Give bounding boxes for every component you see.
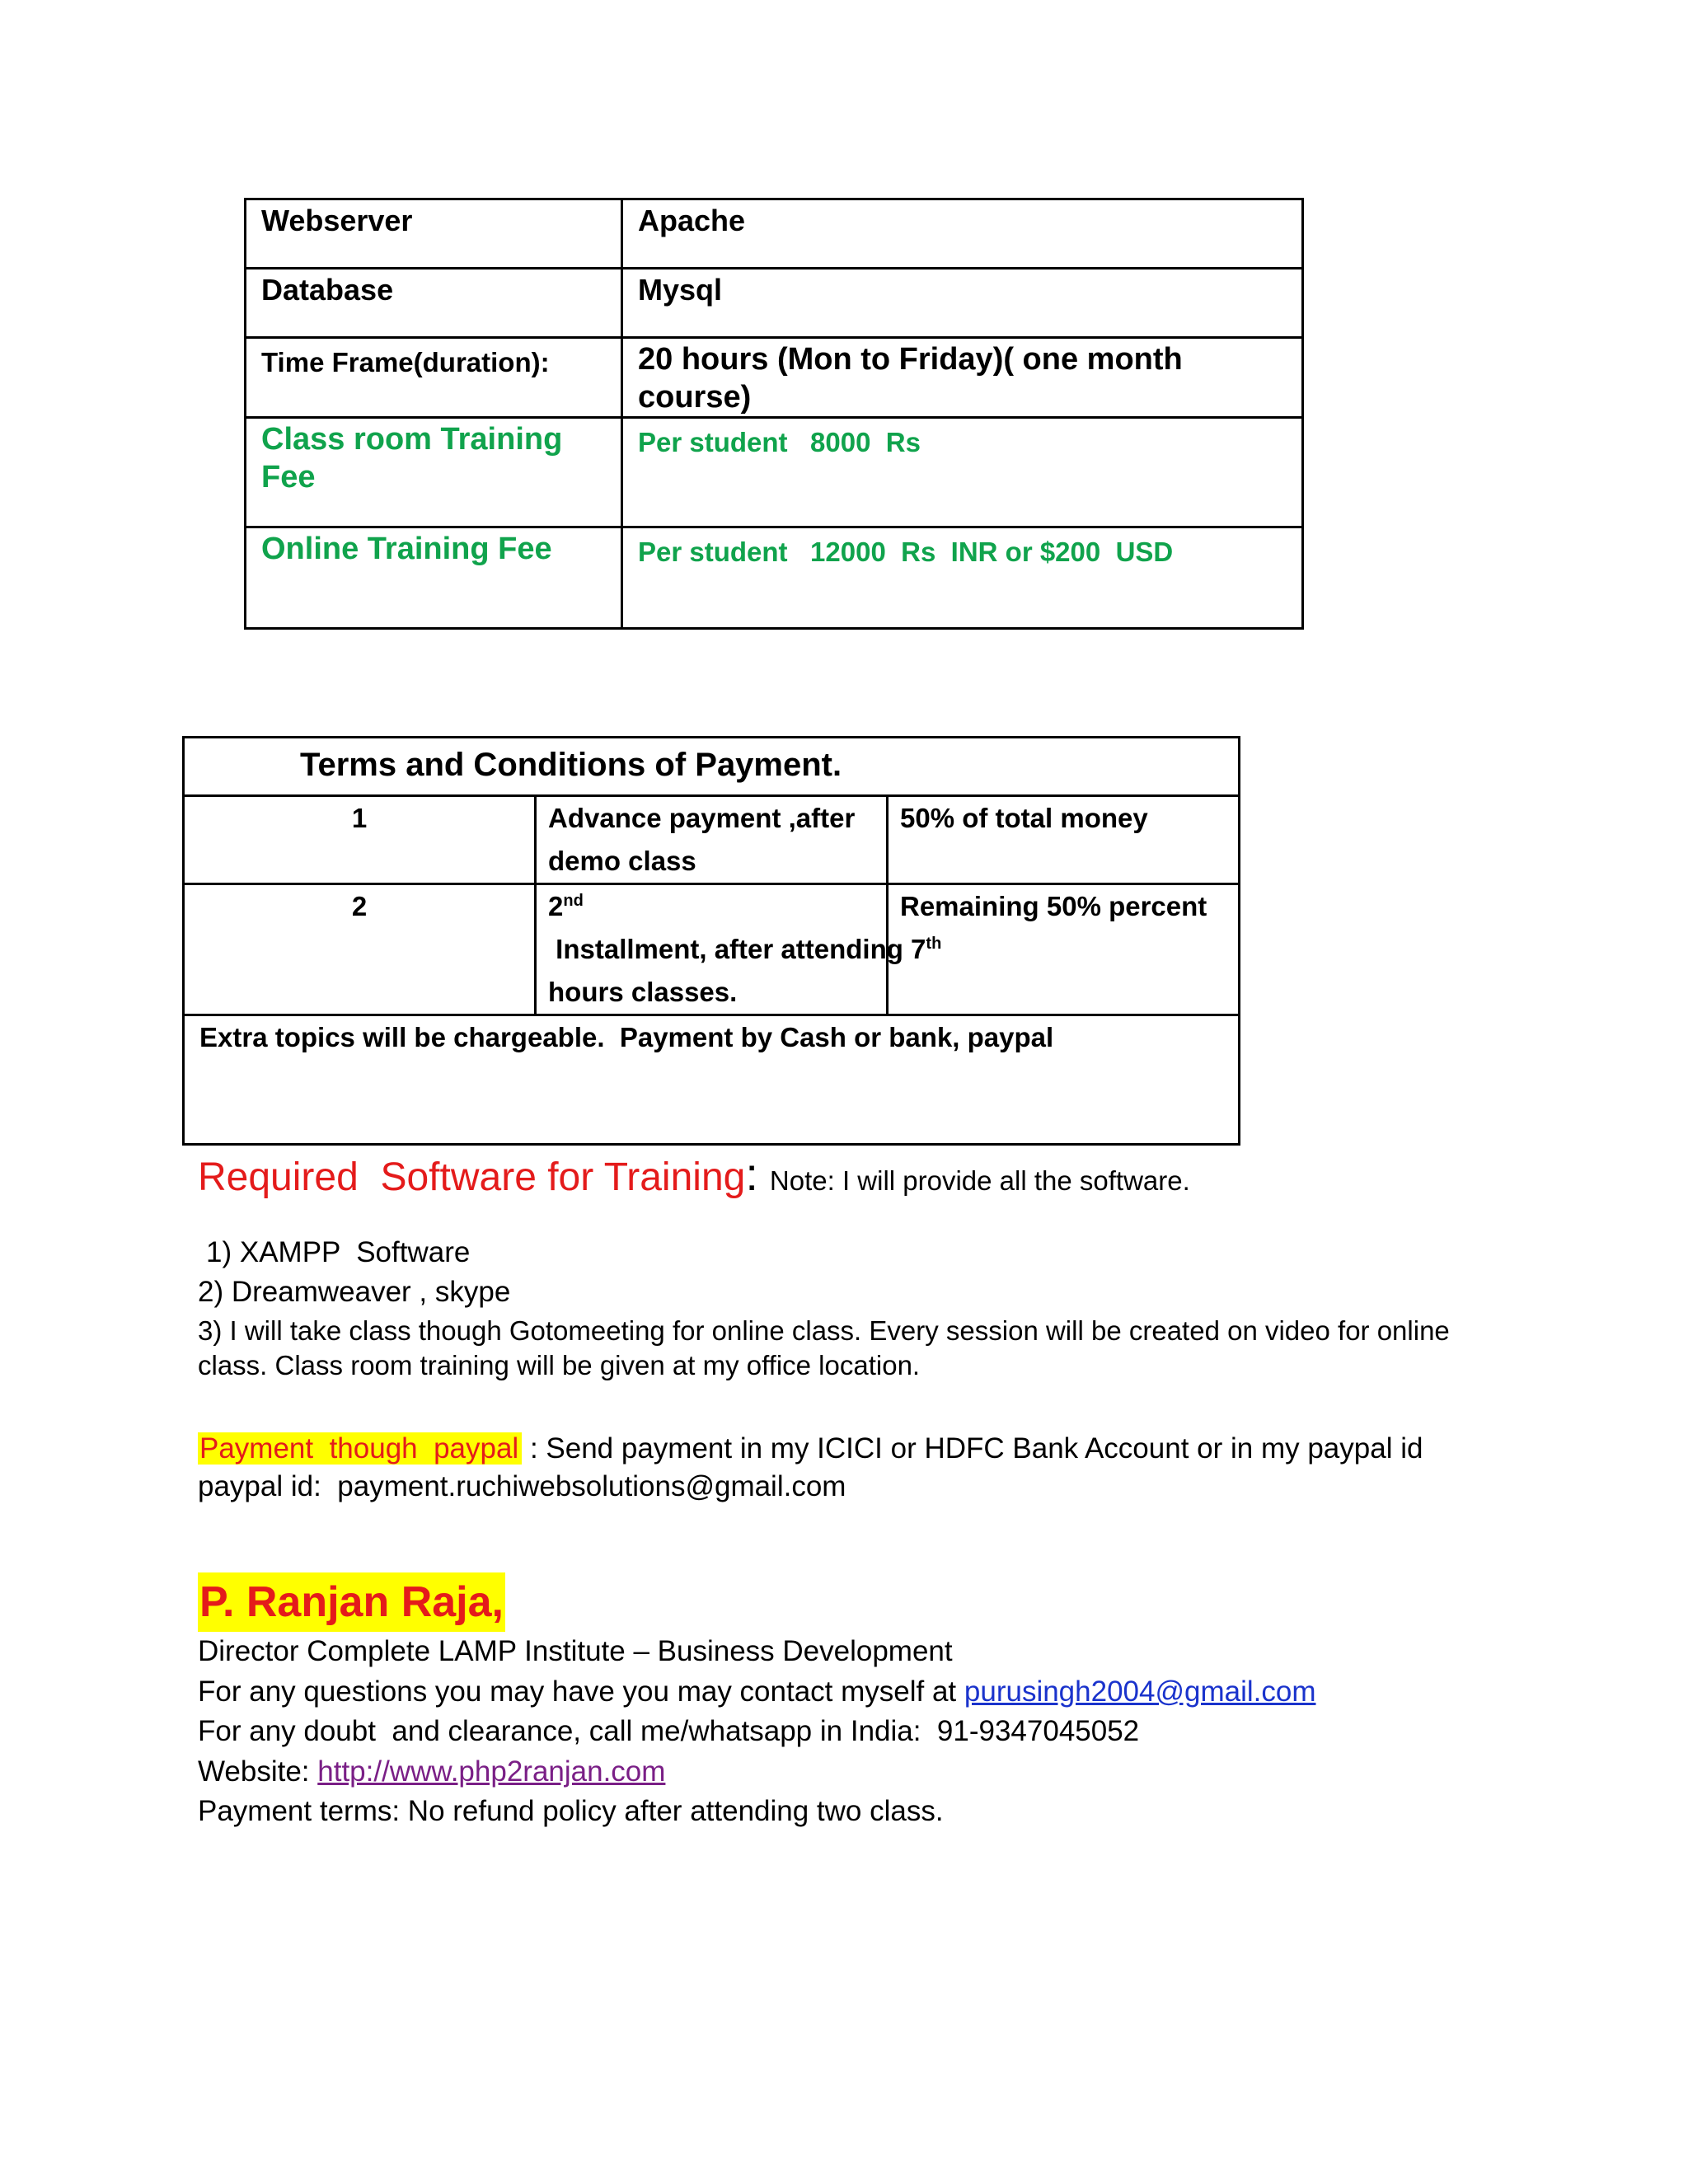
- term-description: 2nd Installment, after attending 7th hours classes.: [536, 884, 888, 1015]
- list-item: 1) XAMPP Software: [206, 1236, 471, 1268]
- payment-terms-line: Payment terms: No refund policy after attending two class.: [198, 1795, 944, 1827]
- email-link[interactable]: purusingh2004@gmail.com: [964, 1675, 1316, 1708]
- list-item: 2) Dreamweaver , skype: [198, 1276, 511, 1308]
- term-description: Advance payment ,after demo class: [536, 796, 888, 884]
- table-row: [246, 199, 1303, 269]
- software-note: Note: I will provide all the software.: [769, 1165, 1190, 1196]
- spec-label: Webserver: [246, 199, 622, 269]
- table-row: [246, 338, 1303, 418]
- contact-phone-line: For any doubt and clearance, call me/whatsapp in India: 91-9347045052: [198, 1715, 1140, 1747]
- spec-label: Database: [246, 269, 622, 338]
- payment-label: Payment though paypal: [198, 1432, 522, 1465]
- spec-value: 20 hours (Mon to Friday)( one month course): [622, 338, 1303, 418]
- spec-value: Per student 12000 Rs INR or $200 USD: [622, 527, 1303, 629]
- spec-value: Per student 8000 Rs: [622, 418, 1303, 527]
- table-row: [184, 884, 1240, 1015]
- contact-email-line: For any questions you may have you may contact myself at purusingh2004@gmail.com: [198, 1675, 1316, 1708]
- table-footer-row: [184, 1015, 1240, 1145]
- director-name: P. Ranjan Raja,: [198, 1572, 505, 1632]
- term-value: 50% of total money: [888, 796, 1240, 884]
- list-item-continued: class. Class room training will be given at my office location.: [198, 1350, 921, 1380]
- payment-instructions: Payment though paypal : Send payment in my ICICI or HDFC Bank Account or in my paypal id: [199, 1432, 1423, 1465]
- payment-footer-note: Extra topics will be chargeable. Payment by Cash or bank, paypal: [184, 1015, 1240, 1145]
- table-row: [184, 796, 1240, 884]
- table-header-row: [184, 738, 1240, 796]
- website-line: Website: http://www.php2ranjan.com: [198, 1755, 666, 1788]
- table-row: [246, 418, 1303, 527]
- paypal-id: paypal id: payment.ruchiwebsolutions@gmail.com: [198, 1470, 846, 1502]
- row-number: 1: [184, 796, 536, 884]
- spec-label: Online Training Fee: [246, 527, 622, 629]
- row-number: 2: [184, 884, 536, 1015]
- spec-value: Mysql: [622, 269, 1303, 338]
- list-item: 3) I will take class though Gotomeeting for online class. Every session will be created on video for online: [198, 1315, 1450, 1346]
- payment-terms-table: [182, 736, 1240, 1146]
- spec-label: Time Frame(duration):: [246, 338, 622, 418]
- spec-label: Class room Training Fee: [246, 418, 622, 527]
- spec-value: Apache: [622, 199, 1303, 269]
- payment-terms-title: Terms and Conditions of Payment.: [184, 738, 1240, 796]
- website-link[interactable]: http://www.php2ranjan.com: [317, 1755, 666, 1788]
- director-role: Director Complete LAMP Institute – Business Development: [198, 1635, 953, 1667]
- course-spec-table: [244, 198, 1304, 630]
- software-heading: Required Software for Training: Note: I will provide all the software.: [198, 1148, 1190, 1200]
- term-value: Remaining 50% percent: [888, 884, 1240, 1015]
- table-row: [246, 527, 1303, 629]
- table-row: [246, 269, 1303, 338]
